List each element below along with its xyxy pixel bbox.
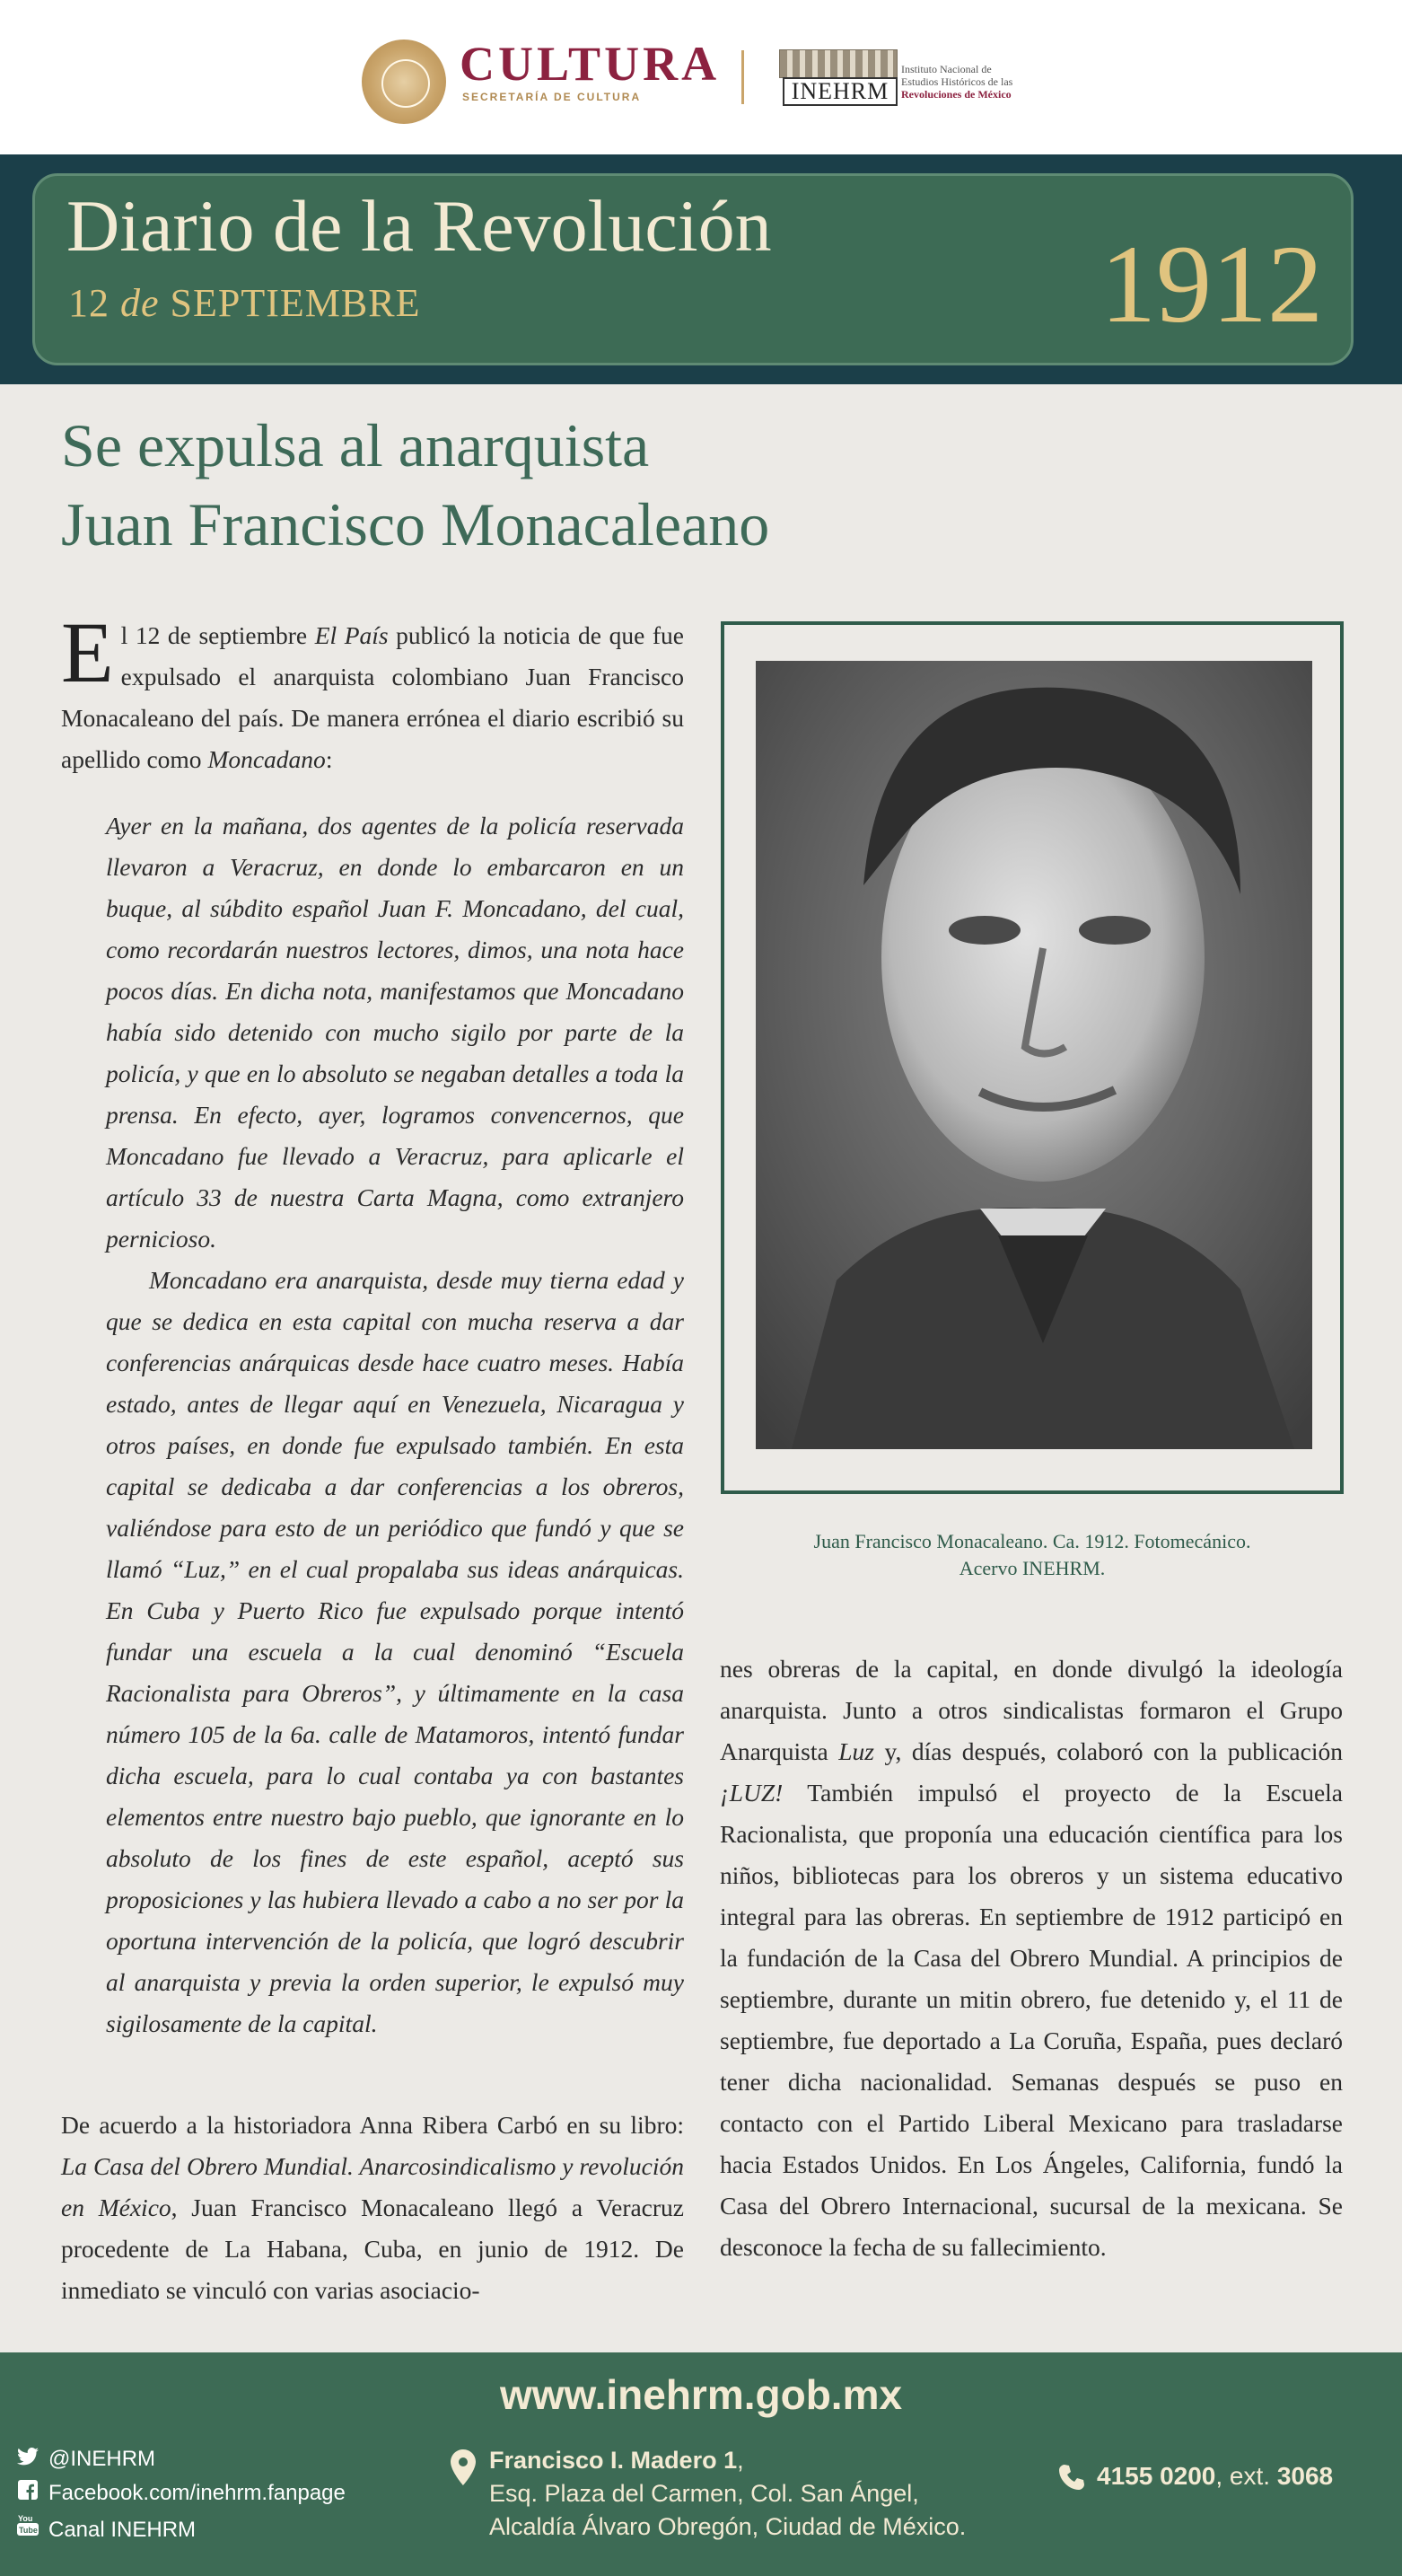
address: Francisco I. Madero 1, Esq. Plaza del Carmen, Col. San Ángel, Alcaldía Álvaro Obregón, Ciudad de México. <box>489 2447 967 2540</box>
inehrm-building-icon <box>779 49 898 78</box>
photo-caption: Juan Francisco Monacaleano. Ca. 1912. Fotomecánico. Acervo INEHRM. <box>813 1530 1251 1579</box>
page-title: Diario de la Revolución <box>66 185 772 267</box>
date-line: 12 de SEPTIEMBRE <box>68 281 421 325</box>
location-pin-icon <box>451 2449 476 2485</box>
youtube-icon <box>16 2513 39 2543</box>
inehrm-logo-text: INEHRM <box>783 77 898 106</box>
inehrm-description: Instituto Nacional de Estudios Históricos de las Revoluciones de México <box>901 63 1013 101</box>
facebook-icon <box>16 2480 39 2506</box>
portrait-photo <box>756 661 1312 1449</box>
lead-paragraph: El 12 de septiembre El País publicó la noticia de que fue expulsado el anarquista colombiano Juan Francisco Monacaleano del país. De manera errónea el diario escribió su apellido como Moncadano: <box>61 604 684 773</box>
youtube-link[interactable]: You Tube Canal INEHRM <box>18 2514 197 2542</box>
svg-text:You: You <box>18 2514 33 2523</box>
drop-cap: E <box>61 604 114 700</box>
phone-icon <box>1059 2464 1084 2495</box>
mexico-seal-logo <box>362 40 446 124</box>
phone-number[interactable]: 4155 0200, ext. 3068 <box>1097 2462 1334 2490</box>
logo-divider <box>741 50 744 104</box>
twitter-icon <box>16 2447 39 2472</box>
body-paragraph-right: nes obreras de la capital, en donde divulgó la ideología anarquista. Junto a otros sindicalistas formaron el Grupo Anarquista Luz y, días después, colaboró con la publicación ¡LUZ! También impulsó el proyecto de la Escuela Racionalista, que proponía una educación científica para los niños, bibliotecas para los obreros y un sistema educativo integral para las obreras. En septiembre de 1912 participó en la fundación de la Casa del Obrero Mundial. A principios de septiembre, durante un mitin obrero, fue detenido y, el 11 de septiembre, fue deportado a La Coruña, España, pues declaró tener dicha nacionalidad. Semanas después se puso en contacto con el Partido Liberal Mexicano para trasladarse hacia Estados Unidos. En Los Ángeles, California, fundó la Casa del Obrero Internacional, sucursal de la mexicana. Se desconoce la fecha de su fallecimiento. <box>720 1655 1343 2261</box>
svg-text:Tube: Tube <box>19 2526 38 2535</box>
secretaria-text: SECRETARÍA DE CULTURA <box>462 91 642 103</box>
facebook-link[interactable]: Facebook.com/inehrm.fanpage <box>16 2480 346 2506</box>
twitter-link[interactable]: @INEHRM <box>16 2447 155 2472</box>
article-headline: Se expulsa al anarquista Juan Francisco Monacaleano <box>61 411 770 558</box>
body-paragraph-left: De acuerdo a la historiadora Anna Ribera Carbó en su libro: La Casa del Obrero Mundial. Anarcosindicalismo y revolución en México, Juan Francisco Monacaleano llegó a Veracruz procedente de La Habana, Cuba, en junio de 1912. De inmediato se vinculó con varias asociacio- <box>61 2111 685 2304</box>
year-label: 1912 <box>1100 223 1323 346</box>
newspaper-quote: Ayer en la mañana, dos agentes de la policía reservada llevaron a Veracruz, en donde lo embarcaron en un buque, al súbdito español Juan F. Moncadano, del cual, como recordarán nuestros lectores, dimos, una nota hace pocos días. En dicha nota, manifestamos que Moncadano había sido detenido con mucho sigilo por parte de la policía, y que en lo absoluto se negaban detalles a toda la prensa. En efecto, ayer, logramos convencernos, que Moncadano fue llevado a Veracruz, para aplicarle el artículo 33 de nuestra Carta Magna, como extranjero pernicioso. Moncadano era anarquista, desde muy tierna edad y que se dedica en esta capital con mucha reserva a dar conferencias anárquicas desde hace cuatro meses. Había estado, antes de llegar aquí en Venezuela, Nicaragua y otros países, en donde fue expulsado también. En esta capital se dedicaba a dar conferencias a los obreros, valiéndose para esto de un periódico que fundó y que se llamó “Luz,” en el cual propalaba sus ideas anárquicas. En Cuba y Puerto Rico fue expulsado porque intentó fundar una escuela a la cual denominó “Escuela Racionalista para Obreros”, y últimamente en la casa número 105 de la 6a. calle de Matamoros, intentó fundar dicha escuela, para lo cual contaba ya con bastantes elementos entre nuestro bajo pueblo, que ignorante en lo absoluto de los fines de este español, aceptó sus proposiciones y las hubiera llevado a cabo a no ser por la oportuna intervención de la policía, que logró descubrir al anarquista y previa la orden superior, le expulsó muy sigilosamente de la capital. <box>106 812 684 2037</box>
cultura-logo-text: CULTURA <box>460 37 721 91</box>
website-link[interactable]: www.inehrm.gob.mx <box>499 2371 903 2418</box>
